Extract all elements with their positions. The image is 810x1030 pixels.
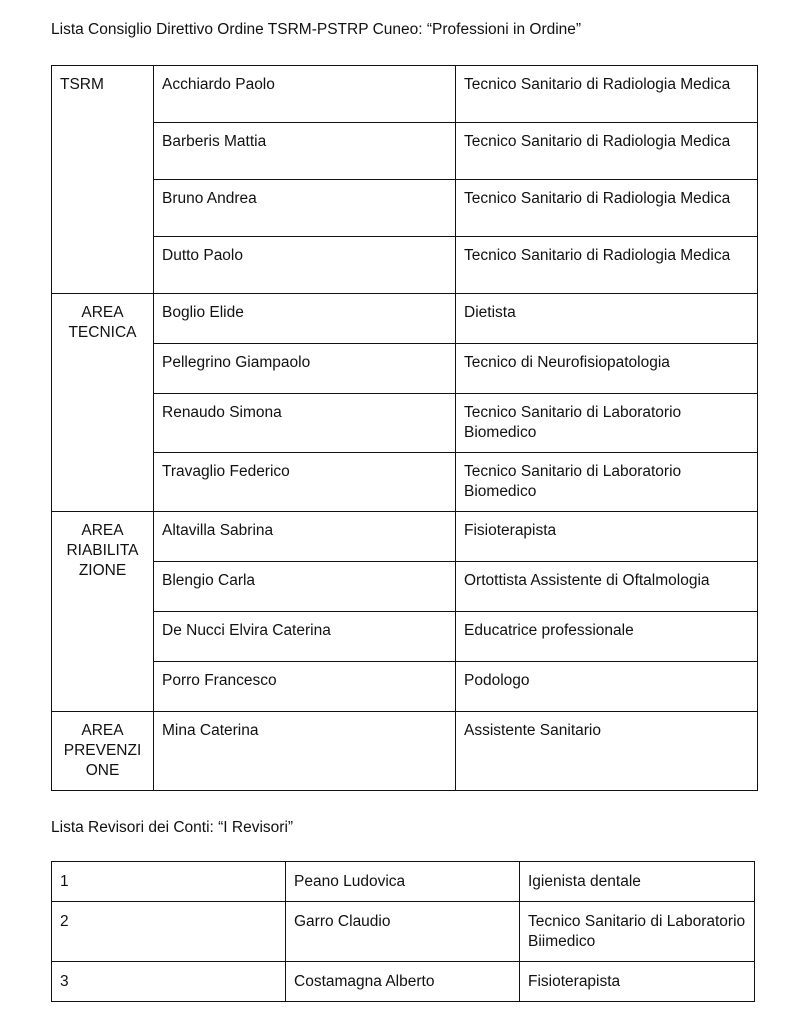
member-profession: Tecnico Sanitario di Radiologia Medica [456, 66, 758, 123]
member-profession: Tecnico Sanitario di Radiologia Medica [456, 180, 758, 237]
revisor-number: 2 [52, 902, 286, 962]
revisor-number: 3 [52, 962, 286, 1002]
revisor-profession: Fisioterapista [520, 962, 755, 1002]
member-profession: Ortottista Assistente di Oftalmologia [456, 562, 758, 612]
table-row [52, 902, 755, 962]
member-name: Pellegrino Giampaolo [154, 344, 456, 394]
table-row [52, 612, 758, 662]
member-name: Porro Francesco [154, 662, 456, 712]
revisor-name: Peano Ludovica [286, 862, 520, 902]
table-row [52, 453, 758, 512]
group-label-line: TECNICA [68, 324, 137, 341]
revisors-table [51, 861, 755, 1002]
table-row [52, 66, 758, 123]
table-row [52, 294, 758, 344]
table-row [52, 712, 758, 791]
revisor-number: 1 [52, 862, 286, 902]
member-profession: Tecnico Sanitario di Radiologia Medica [456, 123, 758, 180]
group-label-line: RIABILITA [66, 542, 139, 559]
member-profession: Tecnico Sanitario di Laboratorio Biomedico [456, 394, 758, 453]
group-label-area-tecnica [52, 294, 154, 512]
group-label-line: AREA [81, 522, 124, 539]
table-row [52, 123, 758, 180]
table-row [52, 180, 758, 237]
table-row [52, 512, 758, 562]
member-profession: Dietista [456, 294, 758, 344]
table-row [52, 562, 758, 612]
member-profession: Fisioterapista [456, 512, 758, 562]
group-label-line: AREA [81, 722, 124, 739]
member-name: Blengio Carla [154, 562, 456, 612]
council-list-title: Lista Consiglio Direttivo Ordine TSRM-PSTRP Cuneo: “Professioni in Ordine” [51, 21, 582, 38]
member-name: Dutto Paolo [154, 237, 456, 294]
table-row [52, 862, 755, 902]
revisors-list-title: Lista Revisori dei Conti: “I Revisori” [51, 819, 294, 836]
table-row [52, 394, 758, 453]
group-label-line: PREVENZI [63, 742, 142, 759]
table-row [52, 662, 758, 712]
group-label-line: ONE [85, 762, 120, 779]
group-label-line: TSRM [60, 76, 104, 93]
member-name: Travaglio Federico [154, 453, 456, 512]
revisor-name: Garro Claudio [286, 902, 520, 962]
member-profession: Podologo [456, 662, 758, 712]
member-name: Renaudo Simona [154, 394, 456, 453]
table-row [52, 344, 758, 394]
revisor-profession: Igienista dentale [520, 862, 755, 902]
member-profession: Tecnico di Neurofisiopatologia [456, 344, 758, 394]
member-name: Bruno Andrea [154, 180, 456, 237]
member-name: Boglio Elide [154, 294, 456, 344]
council-table [51, 65, 758, 791]
member-profession: Tecnico Sanitario di Radiologia Medica [456, 237, 758, 294]
member-profession: Educatrice professionale [456, 612, 758, 662]
table-row [52, 962, 755, 1002]
group-label-area-prevenzione [52, 712, 154, 791]
member-name: Mina Caterina [154, 712, 456, 791]
member-name: De Nucci Elvira Caterina [154, 612, 456, 662]
revisor-profession: Tecnico Sanitario di Laboratorio Biimedico [520, 902, 755, 962]
member-profession: Tecnico Sanitario di Laboratorio Biomedico [456, 453, 758, 512]
member-name: Acchiardo Paolo [154, 66, 456, 123]
group-label-line: AREA [81, 304, 124, 321]
group-label-area-riabilitazione [52, 512, 154, 712]
revisor-name: Costamagna Alberto [286, 962, 520, 1002]
member-name: Barberis Mattia [154, 123, 456, 180]
member-name: Altavilla Sabrina [154, 512, 456, 562]
member-profession: Assistente Sanitario [456, 712, 758, 791]
group-label-line: ZIONE [78, 562, 127, 579]
group-label-tsrm [52, 66, 154, 294]
table-row [52, 237, 758, 294]
